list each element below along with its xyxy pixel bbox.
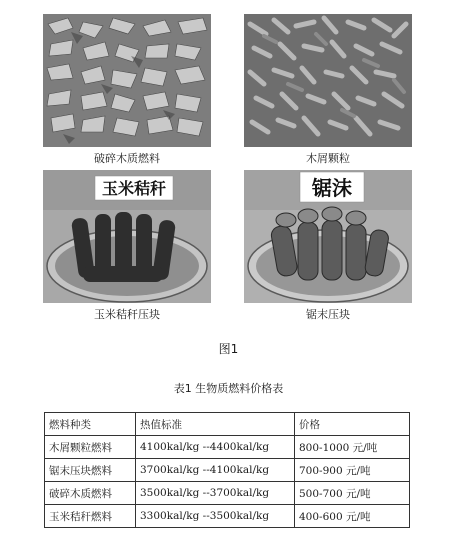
corn-sign-text: 玉米秸秆	[101, 179, 167, 198]
corn-briquettes-photo	[43, 170, 211, 303]
header-price: 价格	[295, 413, 410, 436]
cell-price: 800-1000 元/吨	[295, 436, 410, 459]
cell-heat-value: 3700kal/kg --4100kal/kg	[136, 459, 295, 482]
table-row	[45, 459, 410, 482]
cell-fuel-type: 玉米秸秆燃料	[45, 505, 136, 528]
cell-fuel-type: 破碎木质燃料	[45, 482, 136, 505]
table-title: 表1 生物质燃料价格表	[173, 382, 284, 395]
cell-fuel-type: 木屑颗粒燃料	[45, 436, 136, 459]
cell-price: 700-900 元/吨	[295, 459, 410, 482]
sawdust-briquettes-photo	[244, 170, 412, 303]
header-fuel-type: 燃料种类	[45, 413, 136, 436]
sawdust-sign-text: 锯沫	[312, 176, 352, 200]
cell-price: 500-700 元/吨	[295, 482, 410, 505]
corn-briquettes-caption: 玉米秸秆压块	[94, 308, 160, 321]
table-row	[45, 505, 410, 528]
wood-chips-caption: 破碎木质燃料	[94, 152, 160, 165]
wood-pellets-photo	[244, 14, 412, 147]
sawdust-briquettes-caption: 锯末压块	[306, 308, 350, 321]
cell-heat-value: 4100kal/kg --4400kal/kg	[136, 436, 295, 459]
cell-fuel-type: 锯末压块燃料	[45, 459, 136, 482]
table-header-row	[45, 413, 410, 436]
figure-label: 图1	[218, 342, 239, 356]
table-row	[45, 482, 410, 505]
cell-heat-value: 3300kal/kg --3500kal/kg	[136, 505, 295, 528]
header-heat-value: 热值标准	[136, 413, 295, 436]
cell-price: 400-600 元/吨	[295, 505, 410, 528]
table-row	[45, 436, 410, 459]
cell-heat-value: 3500kal/kg --3700kal/kg	[136, 482, 295, 505]
price-table	[44, 412, 410, 528]
wood-pellets-caption: 木屑颗粒	[306, 152, 350, 165]
wood-chips-photo	[43, 14, 211, 147]
